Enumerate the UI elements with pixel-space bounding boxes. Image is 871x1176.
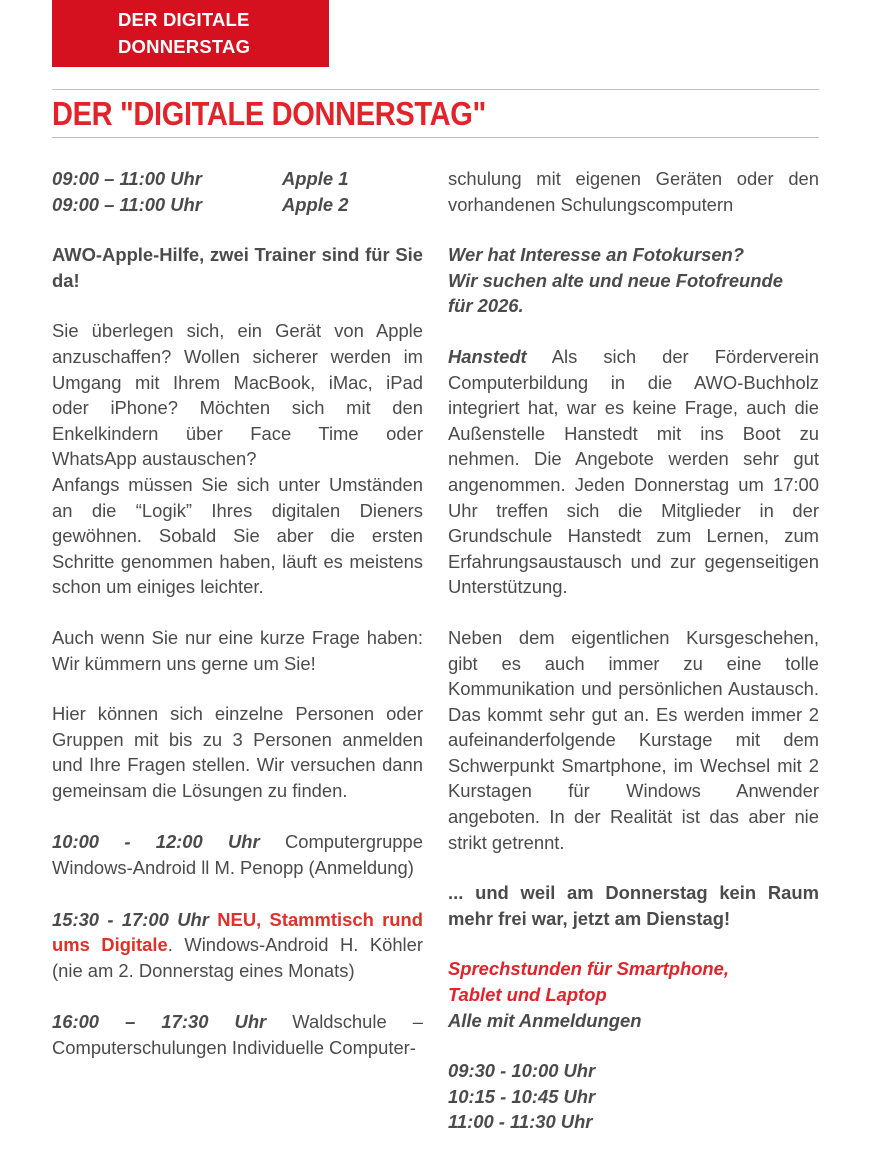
paragraph-apple-intro: Sie überlegen sich, ein Gerät von Apple anzuschaffen? Wollen sicherer werden im Umgang mit Ihrem MacBook, iMac, iPad oder iPhone? Möchten sich mit den Enkelkindern über Face Time oder WhatsApp austauschen? (52, 320, 423, 470)
entry-time: 10:00 - 12:00 Uhr (52, 831, 260, 853)
paragraph-hanstedt (448, 344, 819, 600)
left-column (52, 166, 423, 1135)
right-column (448, 166, 819, 1135)
spacer (52, 983, 423, 1009)
paragraph-kurze-frage: Auch wenn Sie nur eine kurze Frage haben: Wir kümmern uns gerne um Sie! (52, 626, 423, 674)
sprechstunden-subheading: Alle mit Anmeldungen (448, 1009, 642, 1031)
sprechstunden-time: 10:15 - 10:45 Uhr (448, 1085, 596, 1107)
entry-waldschule (52, 1009, 423, 1060)
spacer (52, 293, 423, 318)
schedule-label: Apple 2 (282, 193, 349, 215)
spacer (52, 600, 423, 625)
note-dienstag: ... und weil am Donnerstag kein Raum mehr frei war, jetzt am Dienstag! (448, 882, 819, 929)
section-banner (52, 0, 329, 67)
lead-bold-paragraph: AWO-Apple-Hilfe, zwei Trainer sind für Sie da! (52, 244, 423, 291)
paragraph-continuation: schulung mit eigenen Geräten oder den vorhandenen Schulungscomputern (448, 168, 819, 215)
entry-text: Computergruppe Windows-Android ll M. Penopp (Anmeldung) (52, 831, 423, 879)
schedule-row (52, 192, 423, 218)
entry-time: 15:30 - 17:00 Uhr (52, 908, 209, 930)
schedule-time: 09:00 – 11:00 Uhr (52, 193, 202, 215)
schedule-row (52, 166, 423, 192)
paragraph-logik: Anfangs müssen Sie sich unter Umständen an die “Logik” Ihres digitalen Dieners gewöhnen. Sobald Sie aber die ersten Schritte genommen haben, läuft es meistens schon um einiges leichter. (52, 473, 423, 598)
spacer (52, 881, 423, 907)
rule-below-title (52, 137, 819, 138)
paragraph-kursgeschehen: Neben dem eigentlichen Kursgeschehen, gibt es auch immer zu eine tolle Kommunikation und persönlichen Austausch. Das kommt sehr gut an. Es werden immer 2 aufeinanderfolgende Kurstage mit dem Schwerpunkt Smartphone, im Wechsel mit 2 Kurstagen für Windows Anwender angeboten. In der Realität ist das aber nie strikt getrennt. (448, 626, 819, 853)
hanstedt-lead: Hanstedt (448, 345, 527, 367)
spacer (448, 931, 819, 956)
entry-highlight: NEU, Stammtisch rund ums Digitale (52, 908, 424, 956)
entry-computergruppe (52, 829, 423, 880)
entry-text: . Windows-Android H. Köhler (nie am 2. Donnerstag eines Monats) (52, 934, 423, 981)
spacer (52, 217, 423, 242)
page-title: DER "DIGITALE DONNERSTAG" (52, 95, 486, 132)
schedule-time: 09:00 – 11:00 Uhr (52, 168, 202, 189)
spacer (448, 217, 819, 242)
masthead (52, 89, 819, 138)
sprechstunden-heading-line-2: Tablet und Laptop (448, 984, 607, 1006)
sprechstunden-heading-line-1: Sprechstunden für Smartphone, (448, 958, 729, 980)
entry-time: 16:00 – 17:30 Uhr (52, 1011, 267, 1033)
banner-line-1: DER DIGITALE (118, 9, 250, 30)
entry-text: Waldschule – Computerschulungen Individuelle Computer- (52, 1011, 423, 1059)
banner-line-2: DONNERSTAG (118, 36, 251, 57)
spacer (448, 319, 819, 344)
spacer (52, 676, 423, 701)
foto-heading-line-1: Wer hat Interesse an Fotokursen? (448, 244, 745, 266)
spacer (448, 1033, 819, 1058)
spacer (448, 855, 819, 880)
paragraph-anmeldung: Hier können sich einzelne Personen oder Gruppen mit bis zu 3 Personen anmelden und Ihre Fragen stellen. Wir versuchen dann gemeinsam die Lösungen zu finden. (52, 703, 423, 801)
article-columns (52, 166, 819, 1135)
hanstedt-text: Als sich der Förderverein Computerbildung in die AWO-Buchholz integriert hat, war es keine Frage, auch die Außenstelle Hanstedt mit ins Boot zu nehmen. Die Angebote werden sehr gut angenommen. Jeden Donnerstag um 17:00 Uhr treffen sich die Mitglieder in der Grundschule Hanstedt zum Lernen, zum Erfahrungsaustausch und zur gegenseitigen Unterstützung. (448, 345, 819, 598)
spacer (52, 803, 423, 829)
entry-stammtisch (52, 907, 423, 984)
sprechstunden-time: 09:30 - 10:00 Uhr (448, 1060, 596, 1082)
foto-heading-line-3: für 2026. (448, 295, 524, 317)
spacer (448, 600, 819, 625)
foto-heading-line-2: Wir suchen alte und neue Fotofreunde (448, 269, 783, 291)
schedule-label: Apple 1 (282, 168, 349, 189)
sprechstunden-time: 11:00 - 11:30 Uhr (448, 1111, 593, 1133)
